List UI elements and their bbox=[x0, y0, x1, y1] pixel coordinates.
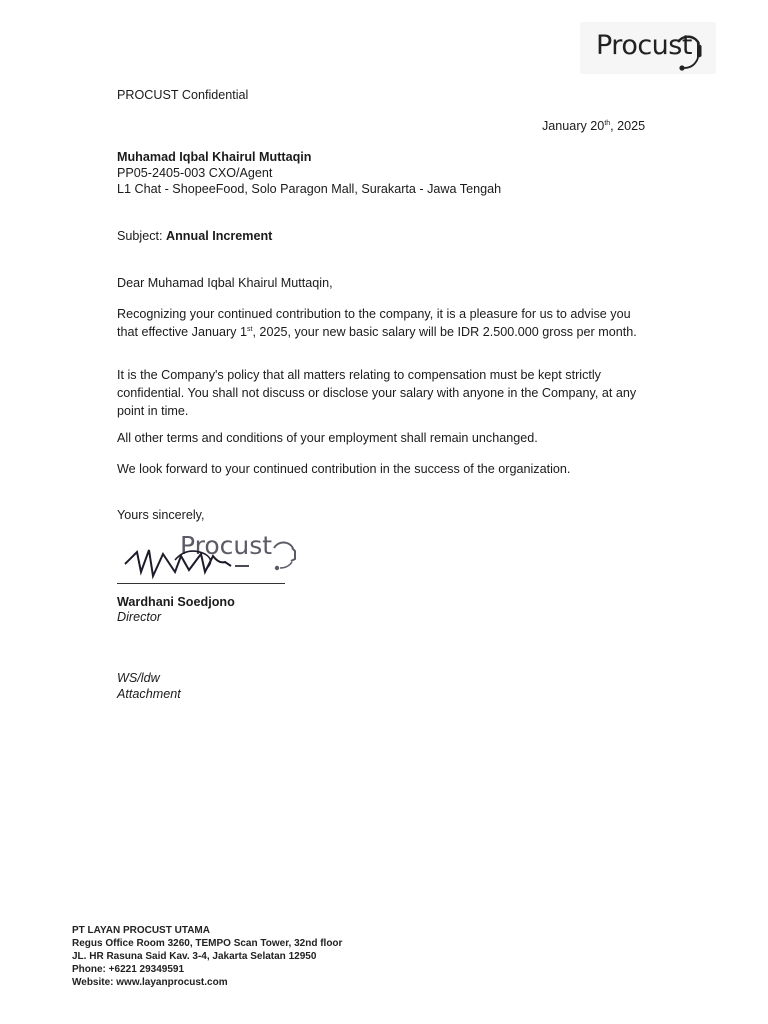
signature-image bbox=[115, 520, 300, 585]
stamp-headset-icon bbox=[274, 543, 295, 571]
footer-address-1: Regus Office Room 3260, TEMPO Scan Tower, 32nd floor bbox=[72, 938, 343, 949]
headset-icon bbox=[580, 22, 716, 74]
letterhead-footer bbox=[72, 924, 342, 989]
company-stamp: Procust bbox=[180, 531, 273, 560]
footer-website: Website: www.layanprocust.com bbox=[72, 977, 228, 988]
attachment-label: Attachment bbox=[117, 687, 181, 701]
logo-text: Procust bbox=[596, 30, 692, 61]
reference-initials: WS/ldw bbox=[117, 671, 160, 685]
subject-label: Subject: bbox=[117, 229, 167, 243]
date-month-day: January 20 bbox=[542, 119, 605, 133]
signer-title: Director bbox=[117, 610, 162, 624]
body-p1-part-a: Recognizing your continued contribution to the company, it is a pleasure for us to advise you that effective January 1 bbox=[117, 307, 631, 339]
company-logo bbox=[580, 22, 716, 74]
subject-value: Annual Increment bbox=[166, 229, 273, 243]
recipient-name: Muhamad Iqbal Khairul Muttaqin bbox=[117, 150, 312, 164]
body-paragraph-3: All other terms and conditions of your employment shall remain unchanged. bbox=[117, 431, 538, 445]
date-year: , 2025 bbox=[610, 119, 646, 133]
body-paragraph-4: We look forward to your continued contribution in the success of the organization. bbox=[117, 462, 571, 476]
footer-phone: Phone: +6221 29349591 bbox=[72, 964, 185, 975]
recipient-id-role: PP05-2405-003 CXO/Agent bbox=[117, 166, 273, 180]
letter-date bbox=[542, 119, 645, 133]
closing: Yours sincerely, bbox=[117, 508, 205, 522]
body-paragraph-2: It is the Company's policy that all matters relating to compensation must be kept strictly confidential. You shall not discuss or disclose your salary with anyone in the Company, at any point in time. bbox=[117, 368, 637, 418]
body-paragraph-1 bbox=[117, 305, 652, 341]
subject-line bbox=[117, 229, 272, 243]
body-p1-part-b: , 2025, your new basic salary will be IDR 2.500.000 gross per month. bbox=[252, 325, 637, 339]
signer-name: Wardhani Soedjono bbox=[117, 595, 235, 609]
confidential-label: PROCUST Confidential bbox=[117, 88, 249, 102]
footer-address-2: JL. HR Rasuna Said Kav. 3-4, Jakarta Selatan 12950 bbox=[72, 951, 317, 962]
signature-line bbox=[117, 583, 285, 584]
salutation: Dear Muhamad Iqbal Khairul Muttaqin, bbox=[117, 276, 333, 290]
footer-company: PT LAYAN PROCUST UTAMA bbox=[72, 925, 210, 936]
recipient-location: L1 Chat - ShopeeFood, Solo Paragon Mall, Surakarta - Jawa Tengah bbox=[117, 182, 502, 196]
body-p1-suffix: st bbox=[246, 326, 253, 333]
date-suffix: th bbox=[604, 120, 611, 127]
